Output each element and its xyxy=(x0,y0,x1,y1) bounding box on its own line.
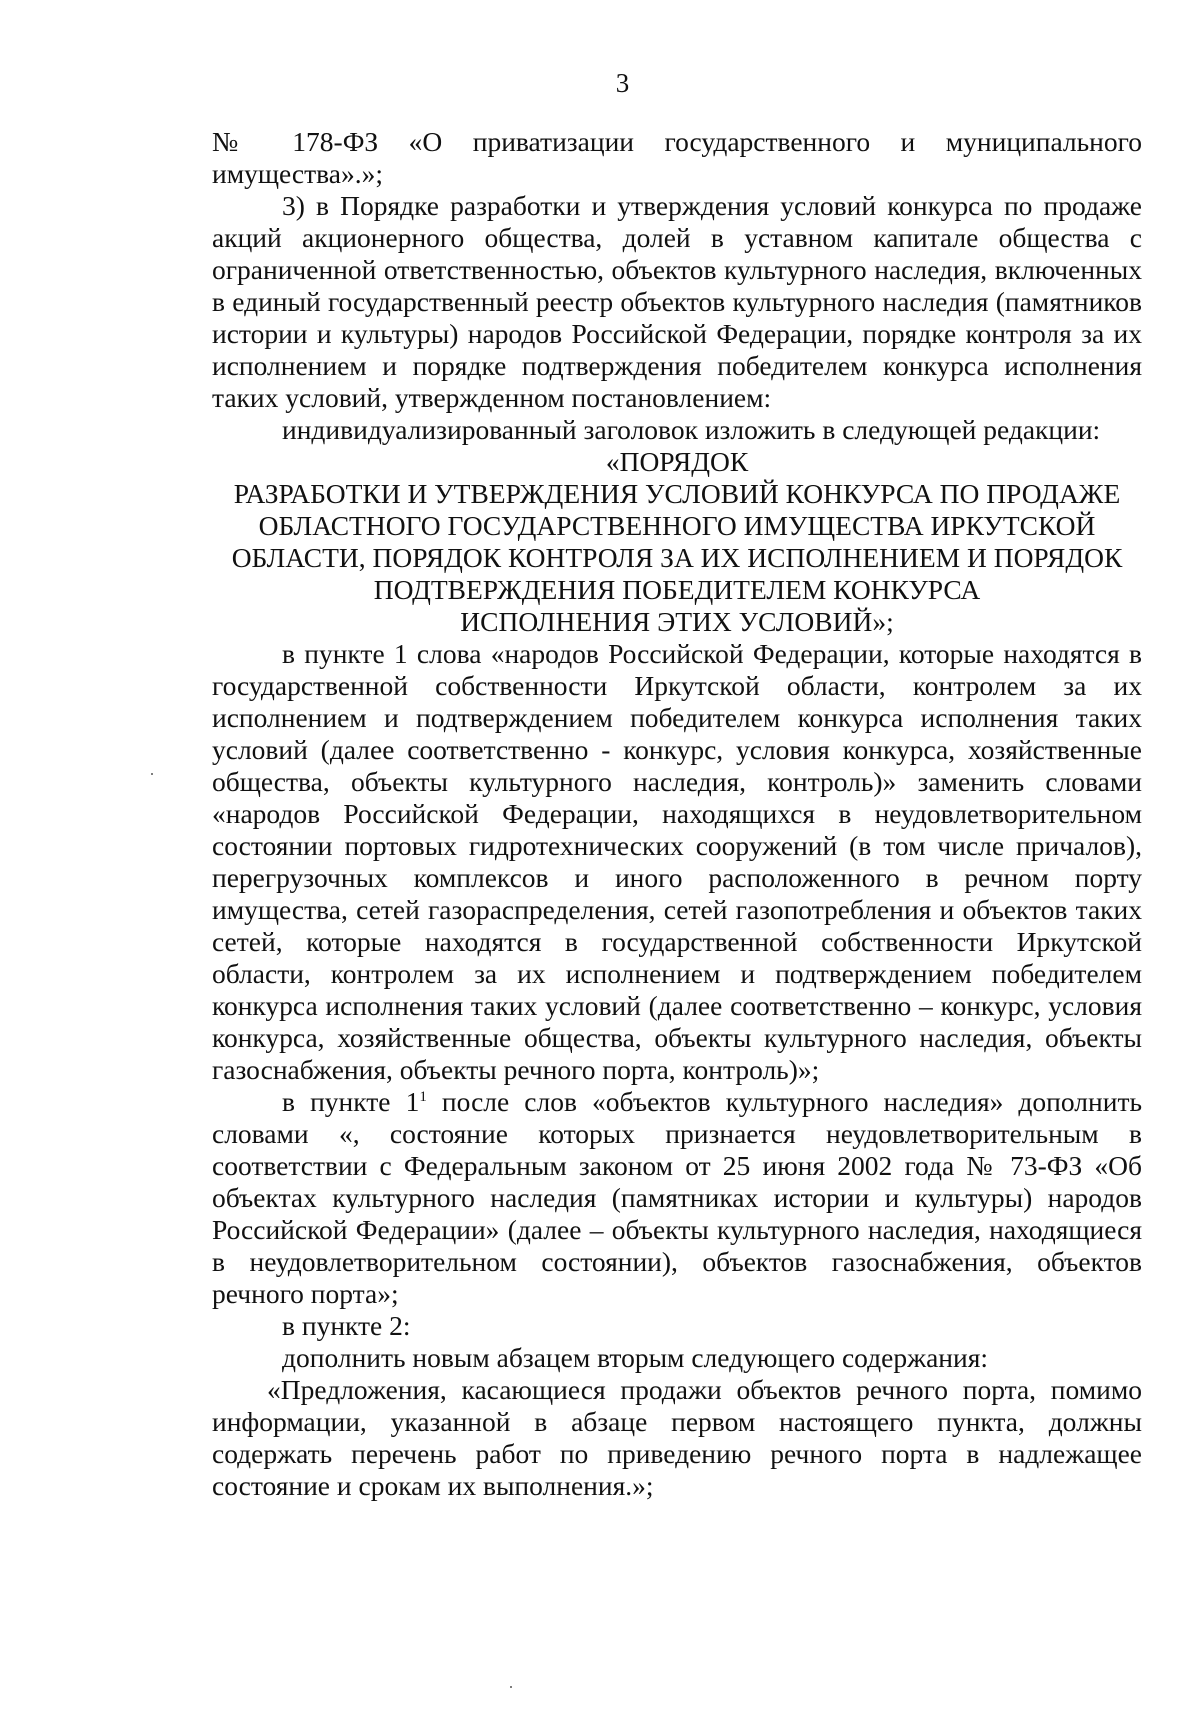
heading-line: ОБЛАСТНОГО ГОСУДАРСТВЕННОГО ИМУЩЕСТВА ИРКУТСКОЙ xyxy=(258,510,1096,541)
superscript-index: 1 xyxy=(419,1088,427,1105)
scan-speck xyxy=(510,1686,512,1688)
scan-speck xyxy=(151,773,153,775)
paragraph-quoted-addition: «Предложения, касающиеся продажи объектов речного порта, помимо информации, указанной в абзаце первом настоящего пункта, должны содержать перечень работ по приведению речного порта в надлежащее состояние и срокам их выполнения.»; xyxy=(212,1374,1142,1501)
paragraph-add-instruction: дополнить новым абзацем вторым следующего содержания: xyxy=(282,1342,989,1373)
paragraph-point-2: в пункте 2: xyxy=(282,1310,411,1341)
heading-line: ИСПОЛНЕНИЯ ЭТИХ УСЛОВИЙ»; xyxy=(460,606,894,637)
paragraph-law-reference: № 178-ФЗ «О приватизации государственного и муниципального имущества».»; xyxy=(212,126,1142,189)
heading-line: РАЗРАБОТКИ И УТВЕРЖДЕНИЯ УСЛОВИЙ КОНКУРСА ПО ПРОДАЖЕ xyxy=(233,478,1121,509)
document-body xyxy=(212,126,1142,1502)
heading-line: «ПОРЯДОК xyxy=(605,446,749,477)
paragraph-point-1-1-start: в пункте 1 xyxy=(282,1086,420,1117)
paragraph-heading-instruction: индивидуализированный заголовок изложить в следующей редакции: xyxy=(282,414,1101,445)
paragraph-amendment-3: 3) в Порядке разработки и утверждения условий конкурса по продаже акций акционерного общества, долей в уставном капитале общества с ограниченной ответственностью, объектов культурного наследия, включенных в единый государственный реестр объектов культурного наследия (памятников истории и культуры) народов Российской Федерации, порядке контроля за их исполнением и порядке подтверждения победителем конкурса исполнения таких условий, утвержденном постановлением: xyxy=(212,190,1142,413)
heading-line: ОБЛАСТИ, ПОРЯДОК КОНТРОЛЯ ЗА ИХ ИСПОЛНЕНИЕМ И ПОРЯДОК xyxy=(231,542,1123,573)
paragraph-point-1-1 xyxy=(212,1086,1142,1310)
document-heading xyxy=(212,446,1142,638)
paragraph-point-1-1-rest: после слов «объектов культурного наследия» дополнить словами «, состояние которых признается неудовлетворительным в соответствии с Федеральным законом от 25 июня 2002 года № 73-ФЗ «Об объектах культурного наследия (памятниках истории и культуры) народов Российской Федерации» (далее – объекты культурного наследия, находящиеся в неудовлетворительном состоянии), объектов газоснабжения, объектов речного порта»; xyxy=(212,1086,1142,1309)
heading-line: ПОДТВЕРЖДЕНИЯ ПОБЕДИТЕЛЕМ КОНКУРСА xyxy=(373,574,981,605)
paragraph-point-1: в пункте 1 слова «народов Российской Федерации, которые находятся в государственной собственности Иркутской области, контролем за их исполнением и подтверждением победителем конкурса исполнения таких условий (далее соответственно - конкурс, условия конкурса, хозяйственные общества, объекты культурного наследия, контроль)» заменить словами «народов Российской Федерации, находящихся в неудовлетворительном состоянии портовых гидротехнических сооружений (в том числе причалов), перегрузочных комплексов и иного расположенного в речном порту имущества, сетей газораспределения, сетей газопотребления и объектов таких сетей, которые находятся в государственной собственности Иркутской области, контролем за их исполнением и подтверждением победителем конкурса исполнения таких условий (далее соответственно – конкурс, условия конкурса, хозяйственные общества, объекты культурного наследия, объекты газоснабжения, объекты речного порта, контроль)»; xyxy=(212,638,1142,1085)
page-number: 3 xyxy=(615,68,630,98)
